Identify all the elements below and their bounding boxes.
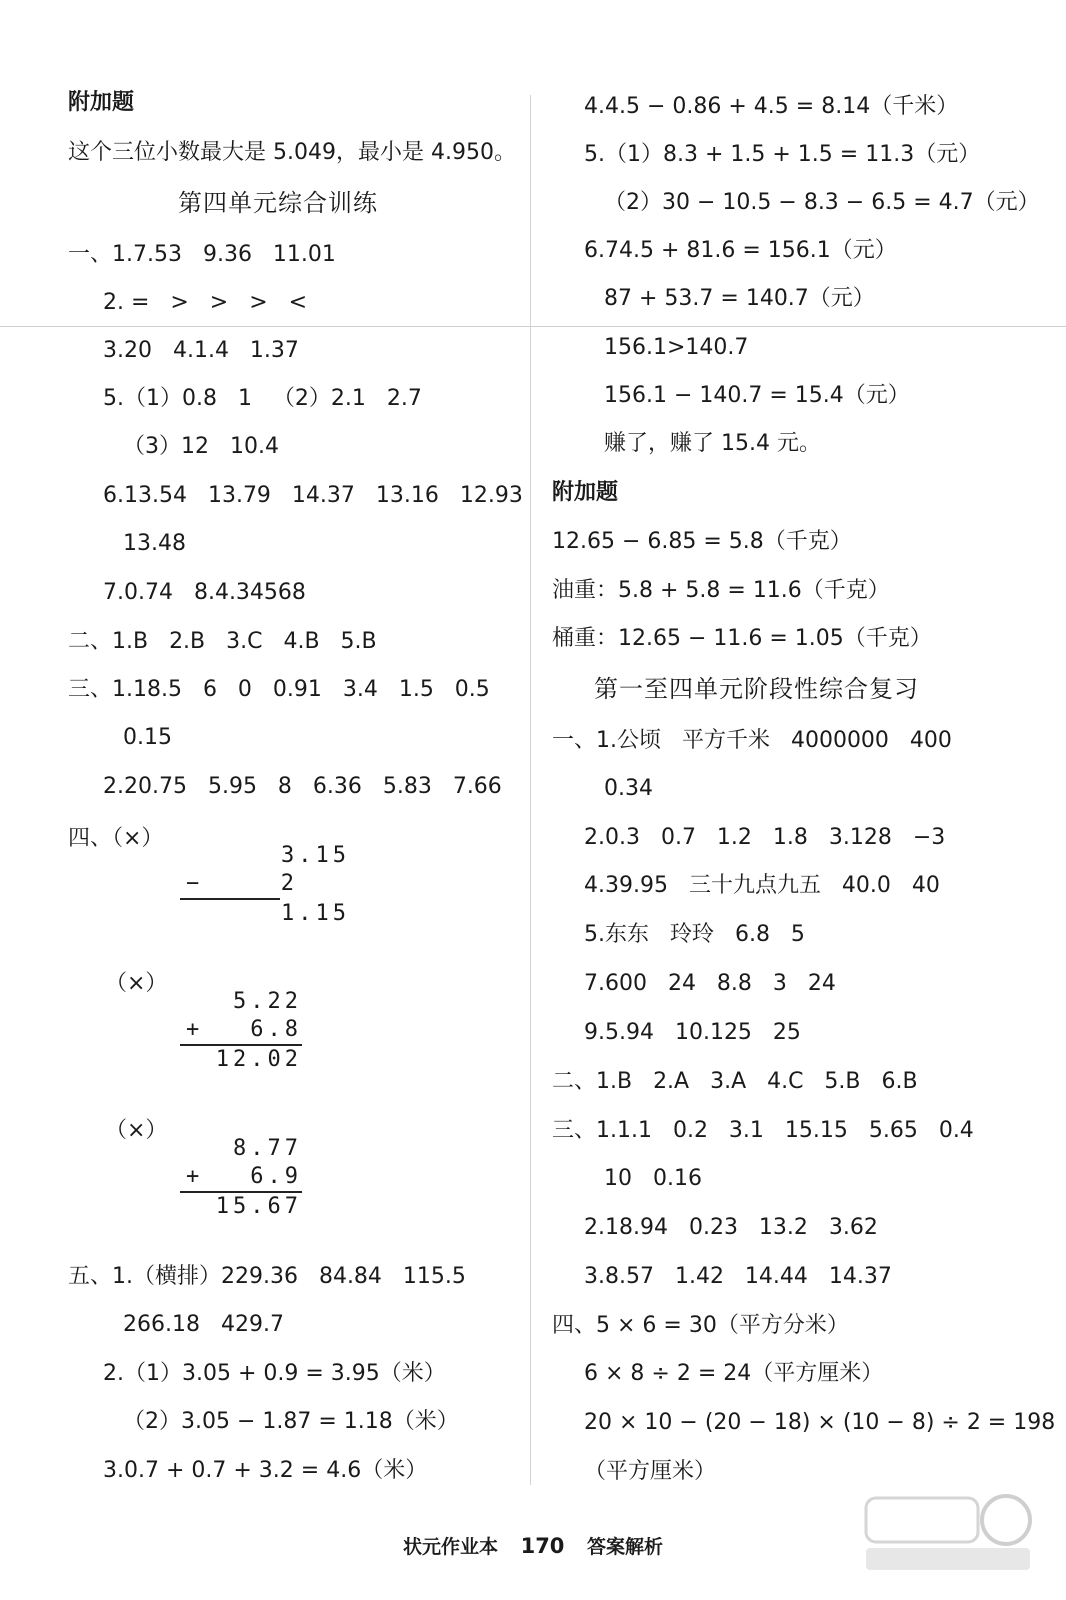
calc-operator: + — [186, 1164, 200, 1189]
vertical-calculation-2 — [180, 988, 302, 1078]
calc-top-number: 3.15 — [281, 843, 350, 868]
answer-line: 0.15 — [123, 725, 172, 750]
answer-line: 四、5 × 6 = 30（平方分米） — [552, 1313, 849, 1338]
bonus-answer-left: 这个三位小数最大是 5.049，最小是 4.950。 — [68, 140, 516, 165]
unit-four-title: 第四单元综合训练 — [178, 189, 378, 217]
answer-line: 7.600 24 8.8 3 24 — [584, 971, 836, 996]
calc-top-number: 5.22 — [233, 989, 302, 1014]
answer-line: （2）3.05 − 1.87 = 1.18（米） — [123, 1409, 459, 1434]
calc-result: 12.02 — [215, 1047, 302, 1072]
answer-line: 13.48 — [123, 531, 186, 556]
answer-line: 二、1.B 2.B 3.C 4.B 5.B — [68, 629, 377, 654]
answer-line: 五、1.（横排）229.36 84.84 115.5 — [68, 1264, 466, 1289]
answer-line: 3.0.7 + 0.7 + 3.2 = 4.6（米） — [103, 1458, 428, 1483]
answer-line: 20 × 10 − (20 − 18) × (10 − 8) ÷ 2 = 198 — [584, 1410, 1056, 1435]
answer-line: 5.（1）0.8 1 （2）2.1 2.7 — [103, 386, 422, 411]
bonus-title-left: 附加题 — [68, 90, 135, 115]
review-title: 第一至四单元阶段性综合复习 — [594, 675, 919, 703]
answer-line: 2.18.94 0.23 13.2 3.62 — [584, 1215, 878, 1240]
answer-line: 一、1.公顷 平方千米 4000000 400 — [552, 728, 952, 753]
section-name: 答案解析 — [587, 1536, 664, 1558]
calc-result: 15.67 — [215, 1194, 302, 1219]
answer-line: 油重：5.8 + 5.8 = 11.6（千克） — [552, 578, 890, 603]
watermark-logo — [858, 1490, 1038, 1576]
column-divider — [530, 95, 531, 1485]
answer-line: 3.8.57 1.42 14.44 14.37 — [584, 1264, 892, 1289]
calc-top-number: 8.77 — [233, 1136, 302, 1161]
answer-line: 2.20.75 5.95 8 6.36 5.83 7.66 — [103, 774, 502, 799]
answer-line: 2.（1）3.05 + 0.9 = 3.95（米） — [103, 1361, 446, 1386]
bonus-title-right: 附加题 — [552, 480, 619, 505]
calc-operator: − — [186, 871, 200, 896]
answer-line: 6.13.54 13.79 14.37 13.16 12.93 — [103, 483, 523, 508]
section-four-label: 四、（×） — [68, 826, 164, 851]
answer-line: 桶重：12.65 − 11.6 = 1.05（千克） — [552, 626, 932, 651]
answer-line: 二、1.B 2.A 3.A 4.C 5.B 6.B — [552, 1069, 918, 1094]
calc-line — [180, 898, 280, 900]
answer-line: 7.0.74 8.4.34568 — [103, 580, 306, 605]
page-fold-line — [0, 326, 1066, 327]
answer-line: 9.5.94 10.125 25 — [584, 1020, 801, 1045]
answer-line: 266.18 429.7 — [123, 1312, 284, 1337]
answer-line: 4.39.95 三十九点九五 40.0 40 — [584, 873, 940, 898]
answer-line: 6 × 8 ÷ 2 = 24（平方厘米） — [584, 1361, 884, 1386]
answer-line: 5.（1）8.3 + 1.5 + 1.5 = 11.3（元） — [584, 142, 981, 167]
answer-line: 12.65 − 6.85 = 5.8（千克） — [552, 529, 852, 554]
book-title: 状元作业本 — [402, 1536, 498, 1558]
answer-line: 10 0.16 — [604, 1166, 702, 1191]
answer-line: （3）12 10.4 — [123, 434, 279, 459]
answer-line: 三、1.1.1 0.2 3.1 15.15 5.65 0.4 — [552, 1118, 974, 1143]
answer-line: 3.20 4.1.4 1.37 — [103, 338, 299, 363]
answer-line: 2. = > > > < — [103, 290, 308, 315]
answer-line: 87 + 53.7 = 140.7（元） — [604, 286, 875, 311]
calc-second-number: 2 — [280, 871, 298, 896]
answer-line: 6.74.5 + 81.6 = 156.1（元） — [584, 238, 897, 263]
answer-line: 2.0.3 0.7 1.2 1.8 3.128 −3 — [584, 825, 946, 850]
calc-second-number: 6.8 — [250, 1017, 302, 1042]
calc-second-number: 6.9 — [250, 1164, 302, 1189]
answer-line: 5.东东 玲玲 6.8 5 — [584, 922, 805, 947]
calc-2-label: （×） — [105, 971, 168, 996]
answer-line: 156.1>140.7 — [604, 335, 749, 360]
calc-operator: + — [186, 1017, 200, 1042]
answer-line: 0.34 — [604, 776, 653, 801]
answer-line: 三、1.18.5 6 0 0.91 3.4 1.5 0.5 — [68, 677, 490, 702]
page-number: 170 — [520, 1534, 565, 1558]
answer-line: 156.1 − 140.7 = 15.4（元） — [604, 383, 910, 408]
answer-line: 一、1.7.53 9.36 11.01 — [68, 242, 336, 267]
answer-line: 4.4.5 − 0.86 + 4.5 = 8.14（千米） — [584, 94, 959, 119]
vertical-calculation-3 — [180, 1135, 302, 1225]
answer-line: 赚了，赚了 15.4 元。 — [604, 431, 821, 456]
answer-line: （平方厘米） — [584, 1459, 717, 1484]
answer-line: （2）30 − 10.5 − 8.3 − 6.5 = 4.7（元） — [604, 190, 1040, 215]
calc-result: 1.15 — [281, 901, 350, 926]
vertical-calculation-1 — [180, 842, 350, 932]
calc-3-label: （×） — [105, 1118, 168, 1143]
